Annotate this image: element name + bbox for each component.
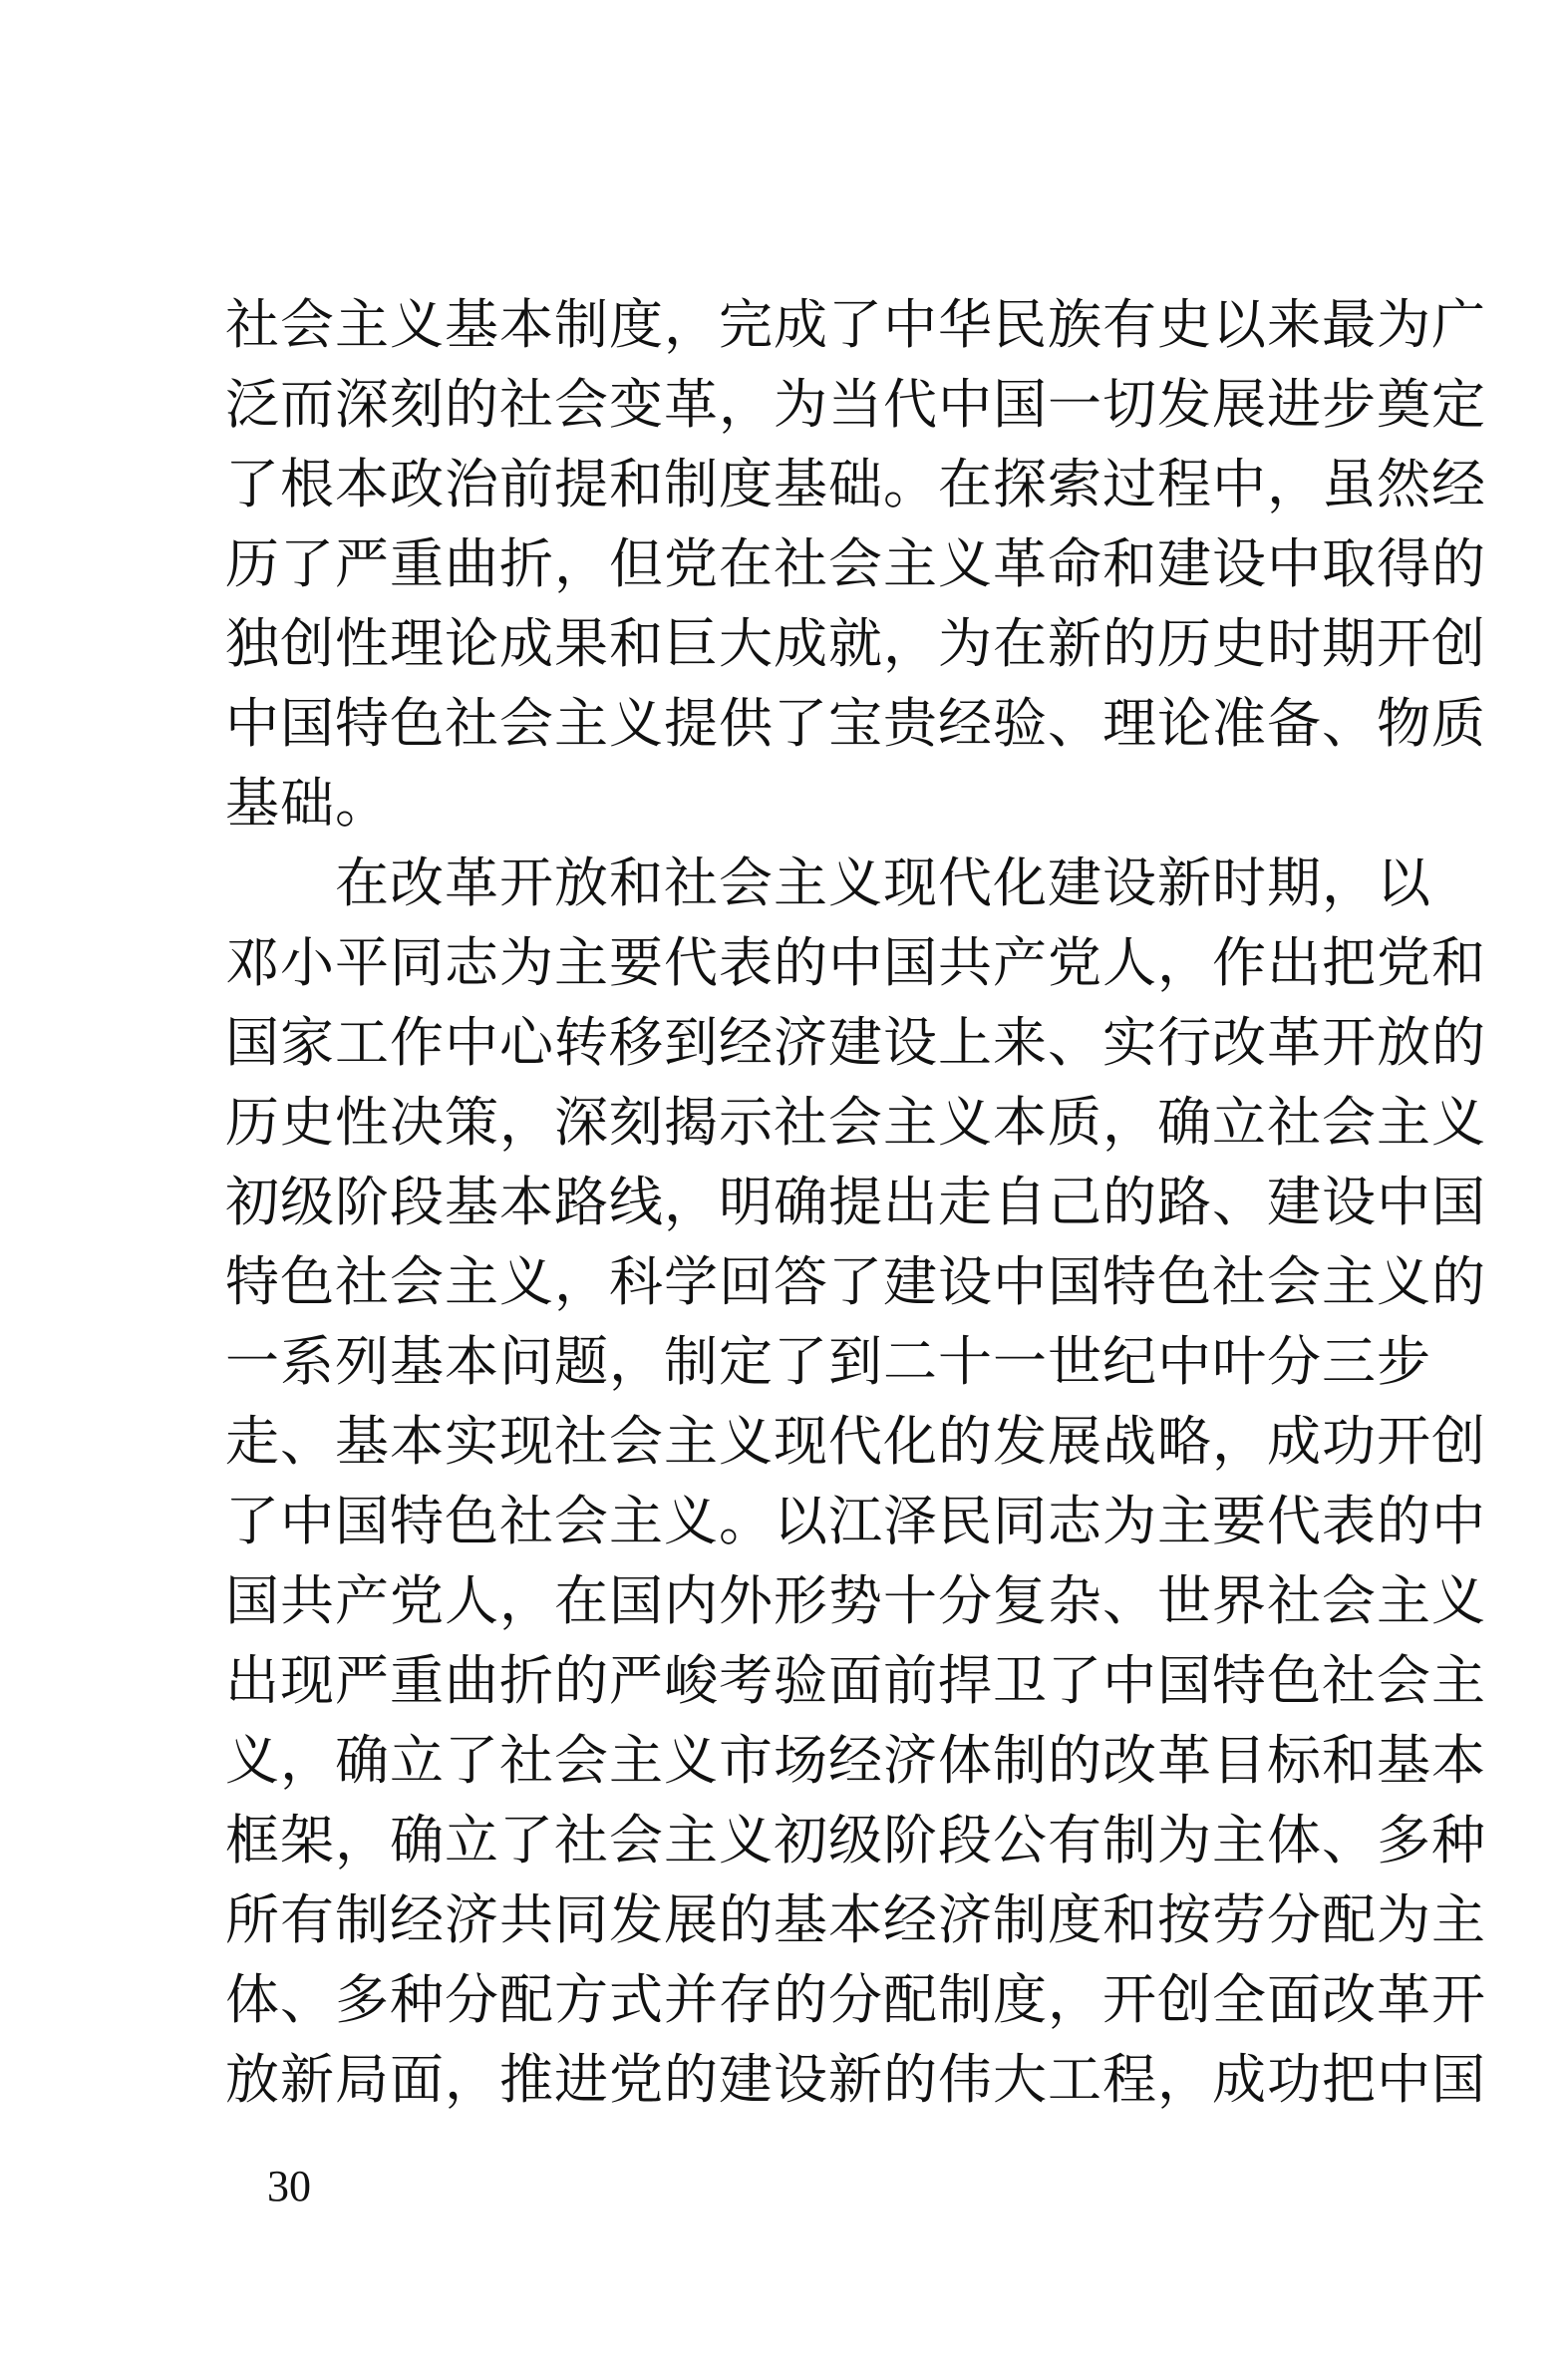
text-line: 独创性理论成果和巨大成就，为在新的历史时期开创 xyxy=(225,612,1486,675)
text-line: 初级阶段基本路线，明确提出走自己的路、建设中国 xyxy=(225,1171,1486,1233)
body-text xyxy=(225,285,1486,2120)
text-line: 放新局面，推进党的建设新的伟大工程，成功把中国 xyxy=(225,2048,1486,2111)
text-line: 在改革开放和社会主义现代化建设新时期，以 xyxy=(225,851,1431,914)
text-line: 泛而深刻的社会变革，为当代中国一切发展进步奠定 xyxy=(225,373,1486,436)
text-line: 社会主义基本制度，完成了中华民族有史以来最为广 xyxy=(225,293,1486,356)
text-line: 一系列基本问题，制定了到二十一世纪中叶分三步 xyxy=(225,1330,1431,1393)
text-line: 基础。 xyxy=(225,772,390,835)
paragraph-2 xyxy=(225,844,1486,2120)
text-line: 国家工作中心转移到经济建设上来、实行改革开放的 xyxy=(225,1011,1486,1074)
text-line: 了中国特色社会主义。以江泽民同志为主要代表的中 xyxy=(225,1490,1486,1552)
text-line: 义，确立了社会主义市场经济体制的改革目标和基本 xyxy=(225,1729,1486,1792)
text-line: 了根本政治前提和制度基础。在探索过程中，虽然经 xyxy=(225,453,1486,515)
text-line: 历史性决策，深刻揭示社会主义本质，确立社会主义 xyxy=(225,1091,1486,1154)
text-line: 出现严重曲折的严峻考验面前捍卫了中国特色社会主 xyxy=(225,1649,1486,1712)
text-line: 所有制经济共同发展的基本经济制度和按劳分配为主 xyxy=(225,1888,1486,1951)
paragraph-1 xyxy=(225,285,1486,844)
text-line: 走、基本实现社会主义现代化的发展战略，成功开创 xyxy=(225,1410,1486,1473)
text-line: 体、多种分配方式并存的分配制度，开创全面改革开 xyxy=(225,1968,1486,2031)
text-line: 中国特色社会主义提供了宝贵经验、理论准备、物质 xyxy=(225,692,1486,755)
page-number: 30 xyxy=(267,2162,311,2210)
text-line: 国共产党人，在国内外形势十分复杂、世界社会主义 xyxy=(225,1569,1486,1632)
text-line: 框架，确立了社会主义初级阶段公有制为主体、多种 xyxy=(225,1809,1486,1871)
text-line: 历了严重曲折，但党在社会主义革命和建设中取得的 xyxy=(225,532,1486,595)
text-line: 特色社会主义，科学回答了建设中国特色社会主义的 xyxy=(225,1250,1486,1313)
text-line: 邓小平同志为主要代表的中国共产党人，作出把党和 xyxy=(225,931,1486,994)
